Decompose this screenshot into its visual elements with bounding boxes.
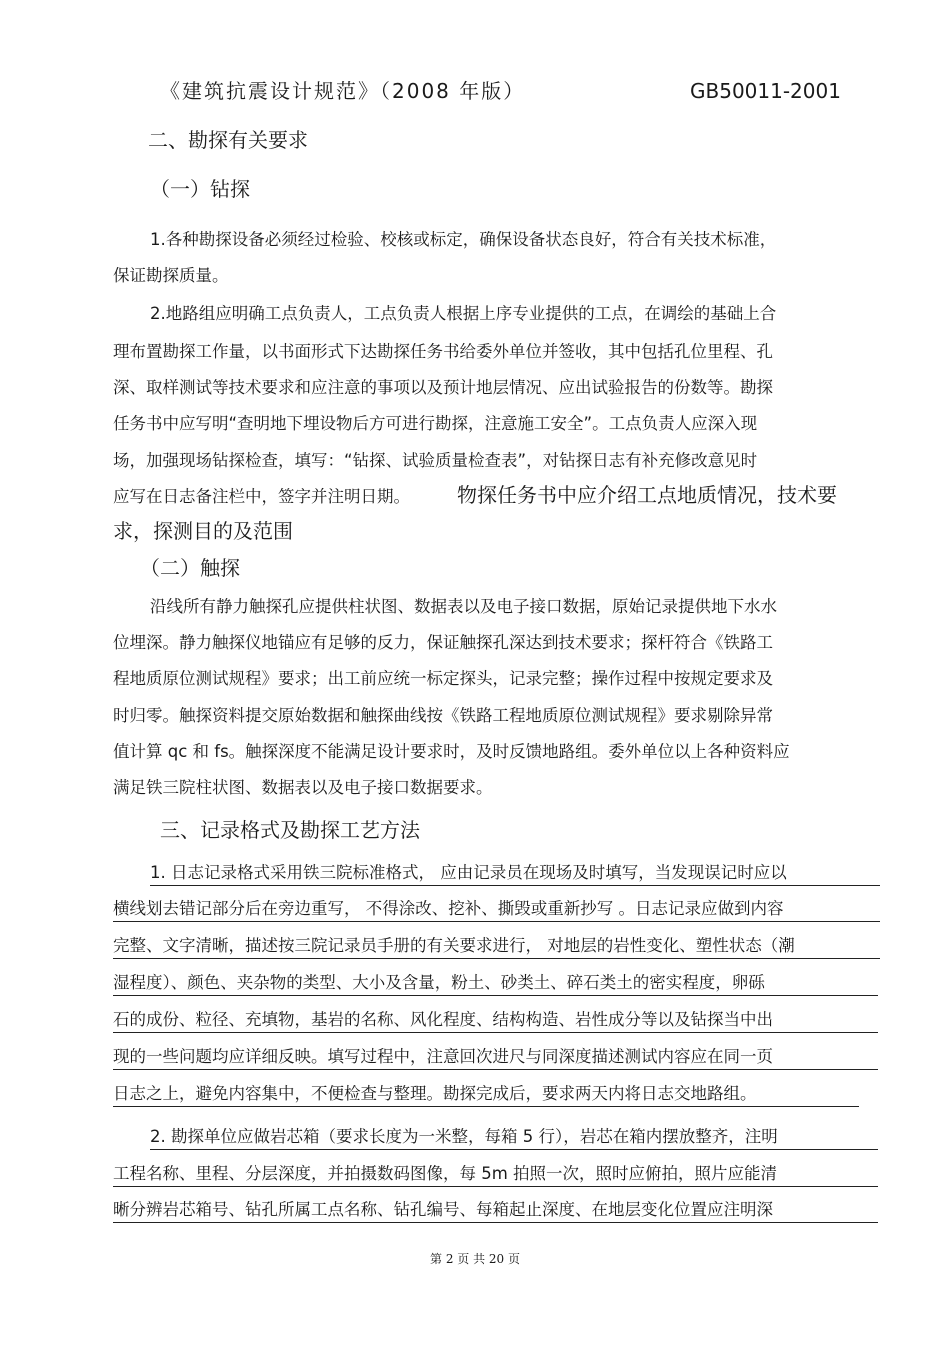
- record-item2-line-1: 2. 勘探单位应做岩芯箱（要求长度为一米整，每箱 5 行），岩芯在箱内摆放整齐，注明: [150, 1126, 878, 1150]
- subsection-drilling-title: （一）钻探: [150, 177, 250, 201]
- drilling-p2-line-4: 任务书中应写明“查明地下埋设物后方可进行勘探，注意施工安全”。工点负责人应深入现: [113, 414, 758, 433]
- drilling-p2-extra-line-1: 物探任务书中应介绍工点地质情况，技术要: [457, 483, 837, 507]
- drilling-p2-line-2: 理布置勘探工作量，以书面形式下达勘探任务书给委外单位并签收，其中包括孔位里程、孔: [113, 342, 773, 361]
- cpt-p-line-2: 位埋深。静力触探仪地锚应有足够的反力，保证触探孔深达到技术要求；探杆符合《铁路工: [113, 633, 773, 652]
- cpt-p-line-6: 满足铁三院柱状图、数据表以及电子接口数据要求。: [113, 778, 493, 797]
- record-item1-line-6: 现的一些问题均应详细反映。填写过程中，注意回次进尺与同深度描述测试内容应在同一页: [113, 1046, 878, 1070]
- section-3-title: 三、记录格式及勘探工艺方法: [160, 818, 420, 842]
- drilling-p1-line-2: 保证勘探质量。: [113, 266, 229, 285]
- cpt-p-line-1: 沿线所有静力触探孔应提供柱状图、数据表以及电子接口数据，原始记录提供地下水水: [150, 597, 777, 616]
- record-item2-line-2: 工程名称、里程、分层深度，并拍摄数码图像，每 5m 拍照一次，照时应俯拍，照片应能清: [113, 1163, 878, 1187]
- drilling-p2-line-5: 场，加强现场钻探检查，填写：“钻探、试验质量检查表”，对钻探日志有补充修改意见时: [113, 451, 758, 470]
- drilling-p2-line-6: 应写在日志备注栏中，签字并注明日期。: [113, 487, 410, 506]
- record-item1-line-1: 1. 日志记录格式采用铁三院标准格式， 应由记录员在现场及时填写，当发现误记时应以: [150, 862, 880, 886]
- drilling-p1-line-1: 1.各种勘探设备必须经过检验、校核或标定，确保设备状态良好，符合有关技术标准，: [150, 230, 777, 249]
- record-item1-line-7: 日志之上，避免内容集中，不便检查与整理。勘探完成后，要求两天内将日志交地路组。: [113, 1083, 859, 1107]
- record-item1-line-4: 湿程度）、颜色、夹杂物的类型、大小及含量，粉土、砂类土、碎石类土的密实程度，卵砾: [113, 972, 878, 996]
- cpt-p-line-4: 时归零。触探资料提交原始数据和触探曲线按《铁路工程地质原位测试规程》要求剔除异常: [113, 706, 773, 725]
- page-footer: 第 2 页 共 20 页: [430, 1252, 520, 1266]
- drilling-p2-line-3: 深、取样测试等技术要求和应注意的事项以及预计地层情况、应出试验报告的份数等。勘探: [113, 378, 773, 397]
- drilling-p2-line-1: 2.地路组应明确工点负责人，工点负责人根据上序专业提供的工点，在调绘的基础上合: [150, 304, 777, 323]
- standard-code: GB50011-2001: [690, 79, 841, 103]
- subsection-cpt-title: （二）触探: [140, 556, 240, 580]
- section-2-title: 二、勘探有关要求: [148, 128, 308, 152]
- cpt-p-line-3: 程地质原位测试规程》要求；出工前应统一标定探头，记录完整；操作过程中按规定要求及: [113, 669, 773, 688]
- standard-title: 《建筑抗震设计规范》（2008 年版）: [160, 79, 526, 103]
- record-item1-line-5: 石的成份、粒径、充填物，基岩的名称、风化程度、结构构造、岩性成分等以及钻探当中出: [113, 1009, 878, 1033]
- record-item1-line-3: 完整、文字清晰，描述按三院记录员手册的有关要求进行， 对地层的岩性变化、塑性状态（潮: [113, 935, 880, 959]
- cpt-p-line-5: 值计算 qc 和 fs。触探深度不能满足设计要求时，及时反馈地路组。委外单位以上各种资料应: [113, 742, 790, 761]
- record-item1-line-2: 横线划去错记部分后在旁边重写， 不得涂改、挖补、撕毁或重新抄写 。日志记录应做到内容: [113, 898, 880, 922]
- record-item2-line-3: 晰分辨岩芯箱号、钻孔所属工点名称、钻孔编号、每箱起止深度、在地层变化位置应注明深: [113, 1199, 878, 1223]
- drilling-p2-extra-line-2: 求，探测目的及范围: [113, 519, 293, 543]
